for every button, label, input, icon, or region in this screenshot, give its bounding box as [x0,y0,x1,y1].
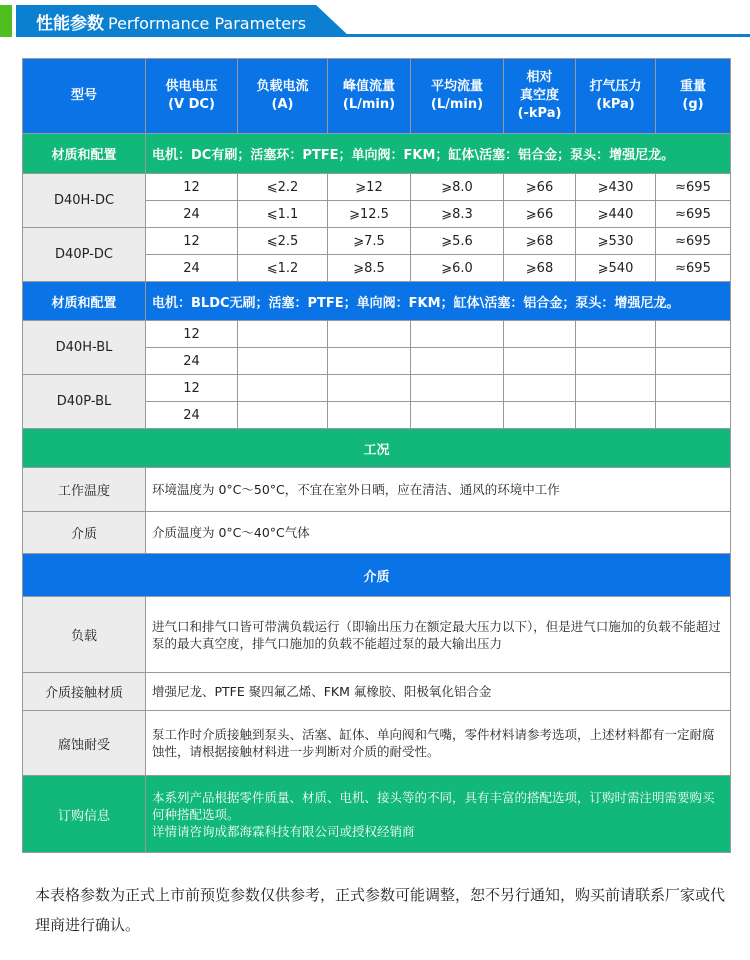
table-cell: ⩾68 [504,228,576,255]
column-header: 供电电压 (V DC) [146,59,238,134]
table-row [23,174,731,201]
table-cell [504,348,576,375]
table-cell: ⩽2.2 [238,174,328,201]
table-cell: 12 [146,321,238,348]
table-cell: ≈695 [656,255,731,282]
table-cell: ⩾12.5 [328,201,411,228]
column-header: 平均流量 (L/min) [411,59,504,134]
label: 介质接触材质 [23,673,146,711]
table-cell: 24 [146,201,238,228]
table-cell: ⩽1.1 [238,201,328,228]
config-label: 材质和配置 [23,282,146,321]
table-cell: ⩾8.3 [411,201,504,228]
label: 工作温度 [23,468,146,512]
table-cell [576,348,656,375]
table-row [23,468,731,512]
table-cell: ⩾5.6 [411,228,504,255]
table-cell [328,348,411,375]
table-cell: 24 [146,255,238,282]
table-cell [411,321,504,348]
table-cell [328,402,411,429]
column-header: 负载电流 (A) [238,59,328,134]
section-conditions: 工况 [23,429,731,468]
table-cell: ⩾12 [328,174,411,201]
table-row [23,134,731,174]
table-cell: ⩾68 [504,255,576,282]
table-cell: 进气口和排气口皆可带满负载运行（即输出压力在额定最大压力以下），但是进气口施加的负载不能超过泵的最大真空度，排气口施加的负载不能超过泵的最大输出压力 [146,597,731,673]
order-contact: 详情请咨询成都海霖科技有限公司或授权经销商 [152,823,415,839]
table-cell [576,402,656,429]
table-cell: 12 [146,228,238,255]
label: 订购信息 [23,776,146,853]
table-cell [411,348,504,375]
table-cell: ⩾7.5 [328,228,411,255]
label: 负载 [23,597,146,673]
table-cell: ⩾530 [576,228,656,255]
column-header: 相对 真空度 (-kPa) [504,59,576,134]
table-cell [656,348,731,375]
table-cell [656,321,731,348]
table-cell: 12 [146,375,238,402]
column-header: 打气压力 (kPa) [576,59,656,134]
table-cell [238,402,328,429]
table-cell [656,375,731,402]
table-cell: ⩾430 [576,174,656,201]
column-header: 重量 (g) [656,59,731,134]
config-dc: 电机：DC有刷；活塞环：PTFE；单向阀：FKM；缸体\活塞：铝合金；泵头：增强尼龙。 [146,134,731,174]
order-info [146,776,731,853]
order-text: 本系列产品根据零件质量、材质、电机、接头等的不同，具有丰富的搭配选项，订购时需注明需要购买何种搭配选项。 [152,789,715,822]
table-cell: ≈695 [656,228,731,255]
section-title: 性能参数 Performance Parameters [36,14,307,34]
table-cell: ⩾6.0 [411,255,504,282]
table-cell [504,321,576,348]
model-name: D40P-DC [23,228,146,282]
footnote: 本表格参数为正式上市前预览参数仅供参考，正式参数可能调整，恕不另行通知，购买前请联系厂家或代理商进行确认。 [35,886,726,934]
table-cell [328,321,411,348]
table-cell: 24 [146,348,238,375]
table-cell [411,402,504,429]
table-cell: 介质温度为 0°C～40°C气体 [146,512,731,554]
config-bl: 电机：BLDC无刷；活塞：PTFE；单向阀：FKM；缸体\活塞：铝合金；泵头：增强尼龙。 [146,282,731,321]
model-name: D40H-BL [23,321,146,375]
table-cell [238,348,328,375]
performance-table [22,58,731,853]
table-cell [411,375,504,402]
table-cell: ⩾8.5 [328,255,411,282]
table-cell: 增强尼龙、PTFE 聚四氟乙烯、FKM 氟橡胶、阳极氧化铝合金 [146,673,731,711]
table-cell: ⩾66 [504,201,576,228]
table-cell [576,321,656,348]
table-cell [504,375,576,402]
model-name: D40P-BL [23,375,146,429]
table-cell [656,402,731,429]
table-row [23,375,731,402]
table-row [23,429,731,468]
table-row [23,282,731,321]
accent-bar [0,5,12,37]
table-cell: 24 [146,402,238,429]
table-row [23,228,731,255]
label: 介质 [23,512,146,554]
model-name: D40H-DC [23,174,146,228]
table-cell: ≈695 [656,174,731,201]
table-cell: ⩾66 [504,174,576,201]
table-cell [238,375,328,402]
banner-underline [16,34,750,37]
table-cell [238,321,328,348]
config-label: 材质和配置 [23,134,146,174]
table-row [23,554,731,597]
table-cell: ⩾540 [576,255,656,282]
table-row [23,673,731,711]
label: 腐蚀耐受 [23,711,146,776]
section-medium: 介质 [23,554,731,597]
table-cell: ⩾440 [576,201,656,228]
table-cell: ⩽1.2 [238,255,328,282]
table-cell [576,375,656,402]
table-cell: ⩾8.0 [411,174,504,201]
table-row [23,597,731,673]
table-cell: 泵工作时介质接触到泵头、活塞、缸体、单向阀和气嘴，零件材料请参考选项，上述材料都有一定耐腐蚀性，请根据接触材料进一步判断对介质的耐受性。 [146,711,731,776]
table-cell: 12 [146,174,238,201]
table-cell [328,375,411,402]
table-row [23,711,731,776]
table-row [23,776,731,853]
table-cell: ⩽2.5 [238,228,328,255]
table-row [23,512,731,554]
table-row [23,321,731,348]
table-cell: 环境温度为 0°C～50°C，不宜在室外日晒，应在清洁、通风的环境中工作 [146,468,731,512]
column-header: 峰值流量 (L/min) [328,59,411,134]
table-row [23,59,731,134]
table-cell: ≈695 [656,201,731,228]
column-header: 型号 [23,59,146,134]
table-cell [504,402,576,429]
